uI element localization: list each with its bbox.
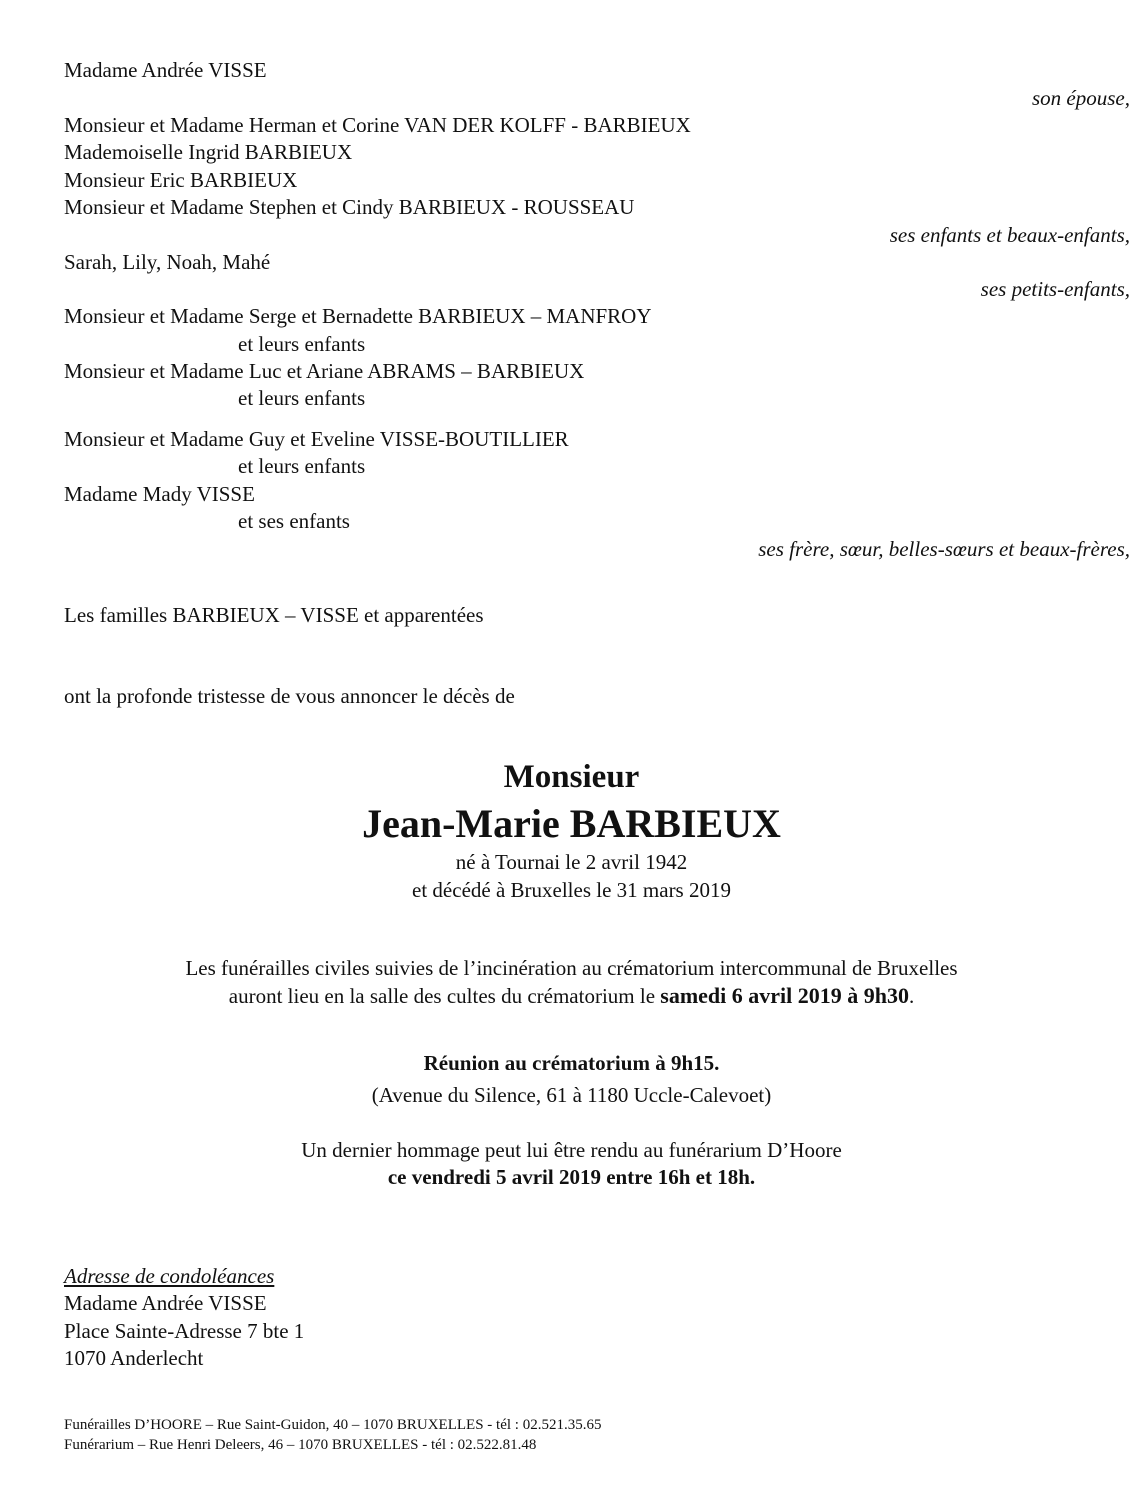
sibling-sub: et leurs enfants (238, 454, 366, 478)
sibling-name: Madame Mady VISSE (64, 482, 255, 506)
announcement-text: ont la profonde tristesse de vous annoncer le décès de (64, 684, 515, 708)
children-relation: ses enfants et beaux-enfants, (889, 223, 1130, 247)
sibling-name: Monsieur et Madame Luc et Ariane ABRAMS – BARBIEUX (64, 359, 585, 383)
child-name: Monsieur et Madame Stephen et Cindy BARBIEUX - ROUSSEAU (64, 195, 635, 219)
grandchildren-names: Sarah, Lily, Noah, Mahé (64, 250, 271, 274)
condolences-line: Place Sainte-Adresse 7 bte 1 (64, 1319, 305, 1343)
death-line: et décédé à Bruxelles le 31 mars 2019 (412, 878, 731, 902)
deceased-title: Monsieur (503, 759, 640, 795)
spouse-relation: son épouse, (1032, 86, 1130, 110)
child-name: Monsieur et Madame Herman et Corine VAN DER KOLFF - BARBIEUX (64, 113, 691, 137)
condolences-line: 1070 Anderlecht (64, 1346, 204, 1370)
child-name: Mademoiselle Ingrid BARBIEUX (64, 140, 353, 164)
sibling-name: Monsieur et Madame Guy et Eveline VISSE-BOUTILLIER (64, 427, 569, 451)
meeting-address: (Avenue du Silence, 61 à 1180 Uccle-Calevoet) (371, 1083, 772, 1107)
sibling-sub: et leurs enfants (238, 332, 366, 356)
sibling-sub: et leurs enfants (238, 386, 366, 410)
child-name: Monsieur Eric BARBIEUX (64, 168, 298, 192)
grandchildren-relation: ses petits-enfants, (980, 277, 1130, 301)
sibling-sub: et ses enfants (238, 509, 350, 533)
funeral-line-2-suffix: . (909, 984, 915, 1008)
footer-line: Funérarium – Rue Henri Deleers, 46 – 1070 BRUXELLES - tél : 02.522.81.48 (64, 1437, 537, 1453)
siblings-relation: ses frère, sœur, belles-sœurs et beaux-frères, (758, 537, 1130, 561)
deceased-name: Jean-Marie BARBIEUX (362, 801, 781, 846)
tribute-line-2: ce vendredi 5 avril 2019 entre 16h et 18h. (387, 1165, 756, 1189)
condolences-line: Madame Andrée VISSE (64, 1291, 267, 1315)
families-line: Les familles BARBIEUX – VISSE et apparentées (64, 603, 484, 627)
funeral-date-time: samedi 6 avril 2019 à 9h30 (660, 983, 909, 1008)
footer-line: Funérailles D’HOORE – Rue Saint-Guidon, 40 – 1070 BRUXELLES - tél : 02.521.35.65 (64, 1417, 602, 1433)
condolences-heading: Adresse de condoléances (64, 1264, 275, 1288)
tribute-line-1: Un dernier hommage peut lui être rendu au funérarium D’Hoore (301, 1138, 842, 1162)
funeral-line-1: Les funérailles civiles suivies de l’incinération au crématorium intercommunal de Bruxelles (185, 956, 958, 980)
spouse-name: Madame Andrée VISSE (64, 58, 267, 82)
meeting-time: Réunion au crématorium à 9h15. (423, 1051, 720, 1075)
funeral-line-2-prefix: auront lieu en la salle des cultes du crématorium le (228, 984, 661, 1008)
funeral-line-2 (0, 985, 1143, 1007)
birth-line: né à Tournai le 2 avril 1942 (455, 850, 688, 874)
sibling-name: Monsieur et Madame Serge et Bernadette BARBIEUX – MANFROY (64, 304, 652, 328)
